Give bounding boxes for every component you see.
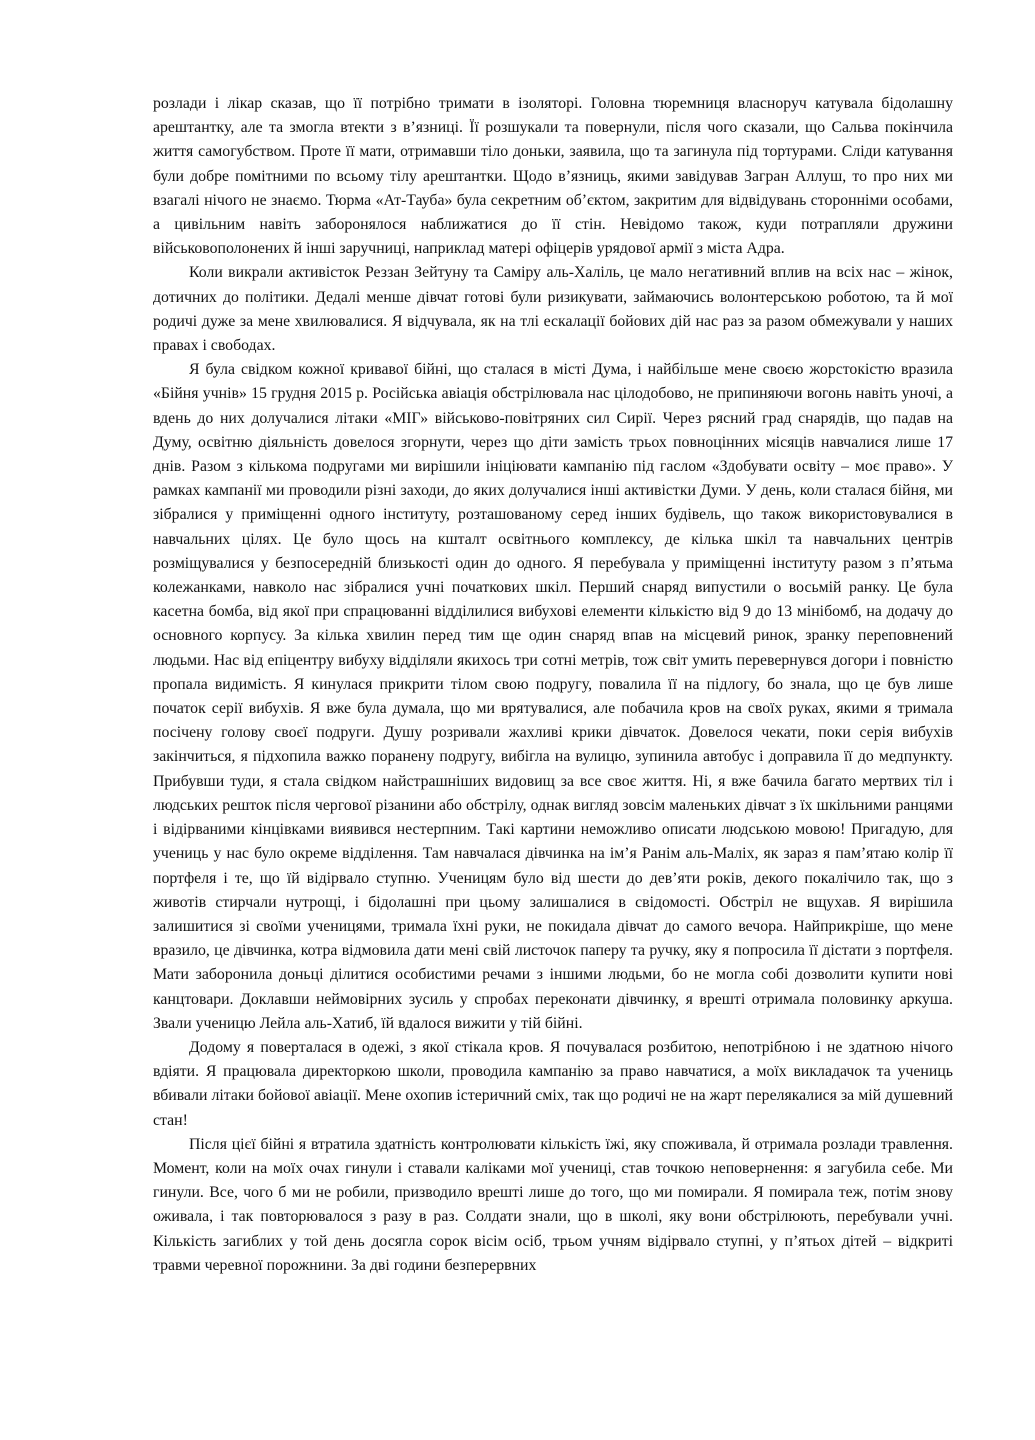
paragraph-after-massacre: Після цієї бійні я втратила здатність контролювати кількість їжі, яку споживала, й отримала розлади травлення. Момент, коли на моїх очах гинули і ставали каліками мої учениці, став точкою неповернення: я загубила себе. Ми гинули. Все, чого б ми не робили, призводило врешті лише до того, що ми помирали. Я помирала теж, потім знову оживала, і так повторювалося з разу в раз. Солдати знали, що в школі, яку вони обстрілюють, перебували учні. Кількість загиблих у той день досягла сорок вісім осіб, трьом учням відірвало ступні, у п’ятьох дітей – відкриті травми черевної порожнини. За дві години безперервних: [153, 1135, 953, 1274]
document-page: [153, 92, 953, 1278]
paragraph-students-massacre: Я була свідком кожної кривавої бійні, що сталася в місті Дума, і найбільше мене своєю жорстокістю вразила «Бійня учнів» 15 грудня 2015 р. Російська авіація обстрілювала нас цілодобово, не припиняючи вогонь навіть уночі, а вдень до них долучалися літаки «МІГ» військово-повітряних сил Сирії. Через рясний град снарядів, що падав на Думу, освітню діяльність довелося згорнути, через що діти замість трьох повноцінних місяців навчалися лише 17 днів. Разом з кількома подругами ми вирішили ініціювати кампанію під гаслом «Здобувати освіту – моє право». У рамках кампанії ми проводили різні заходи, до яких долучалися інші активістки Думи. У день, коли сталася бійня, ми зібралися у приміщенні одного інституту, розташованому серед інших будівель, що також використовувалися в навчальних цілях. Це було щось на кшталт освітнього комплексу, де кілька шкіл та навчальних центрів розміщувалися у безпосередній близькості один до одного. Я перебувала у приміщенні інституту разом з п’ятьма колежанками, навколо нас зібралися учні початкових шкіл. Перший снаряд випустили о восьмій ранку. Це була касетна бомба, від якої при спрацюванні відділилися вибухові елементи кількістю від 9 до 13 мінібомб, на додачу до основного корпусу. За кілька хвилин перед тим ще один снаряд впав на місцевий ринок, зранку переповнений людьми. Нас від епіцентру вибуху відділяли якихось три сотні метрів, тож світ умить перевернувся догори і повністю пропала видимість. Я кинулася прикрити тілом свою подругу, повалила її на підлогу, бо знала, що це був лише початок серії вибухів. Я вже була думала, що ми врятувалися, але побачила кров на своїх руках, якими я тримала посічену голову своєї подруги. Душу розривали жахливі крики дівчаток. Довелося чекати, поки серія вибухів закінчиться, я підхопила важко поранену подругу, вибігла на вулицю, зупинила автобус і доправила її до медпункту. Прибувши туди, я стала свідком найстрашніших видовищ за все своє життя. Ні, я вже бачила багато мертвих тіл і людських решток після чергової різанини або обстрілу, однак вигляд зовсім маленьких дівчат з їх шкільними ранцями і відірваними кінцівками виявився нестерпним. Такі картини неможливо описати людською мовою! Пригадую, для учениць у нас було окреме відділення. Там навчалася дівчинка на ім’я Ранім аль-Маліх, як зараз я пам’ятаю колір її портфеля і те, що їй відірвало ступню. Ученицям було від шести до дев’яти років, декого покалічило так, що з животів стирчали нутрощі, і бідолашні при цьому залишалися в свідомості. Обстріл не вщухав. Я вирішила залишитися зі своїми ученицями, тримала їхні руки, не покидала дівчат до самого вечора. Найприкріше, що мене вразило, це дівчинка, котра відмовила дати мені свій листочок паперу та ручку, яку я попросила її дістати з портфеля. Мати заборонила доньці ділитися особистими речами з іншими людьми, бо не могла собі дозволити купити нові канцтовари. Доклавши неймовірних зусиль у спробах переконати дівчинку, я врешті отримала половинку аркуша. Звали ученицю Лейла аль-Хатиб, їй вдалося вижити у тій бійні.: [153, 361, 953, 1032]
paragraph-prison-continuation: розлади і лікар сказав, що її потрібно тримати в ізоляторі. Головна тюремниця власноруч катувала бідолашну арештантку, але та змогла втекти з в’язниці. Її розшукали та повернули, після чого сказали, що Сальва покінчила життя самогубством. Проте її мати, отримавши тіло доньки, заявила, що та загинула під тортурами. Сліди катування були добре помітними по всьому тілу арештантки. Щодо в’язниць, якими завідував Загран Аллуш, то про них ми взагалі нічого не знаємо. Тюрма «Ат-Тауба» була секретним об’єктом, закритим для відвідувань сторонніми особами, а цивільним навіть заборонялося наближатися до її стін. Невідомо також, куди потрапляли дружини військовополонених й інші заручниці, наприклад матері офіцерів урядової армії з міста Адра.: [153, 95, 953, 258]
paragraph-returning-home: Додому я поверталася в одежі, з якої стікала кров. Я почувалася розбитою, непотрібною і не здатною нічого вдіяти. Я працювала директоркою школи, проводила кампанію за право навчатися, а моїх викладачок та учениць вбивали літаки бойової авіації. Мене охопив істеричний сміх, так що родичі не на жарт перелякалися за мій душевний стан!: [153, 1038, 953, 1129]
paragraph-activists-kidnapping: Коли викрали активісток Реззан Зейтуну та Саміру аль-Халіль, це мало негативний вплив на всіх нас – жінок, дотичних до політики. Дедалі менше дівчат готові були ризикувати, займаючись волонтерською роботою, та й мої родичі дуже за мене хвилювалися. Я відчувала, як на тлі ескалації бойових дій нас раз за разом обмежували у наших правах і свободах.: [153, 264, 953, 355]
